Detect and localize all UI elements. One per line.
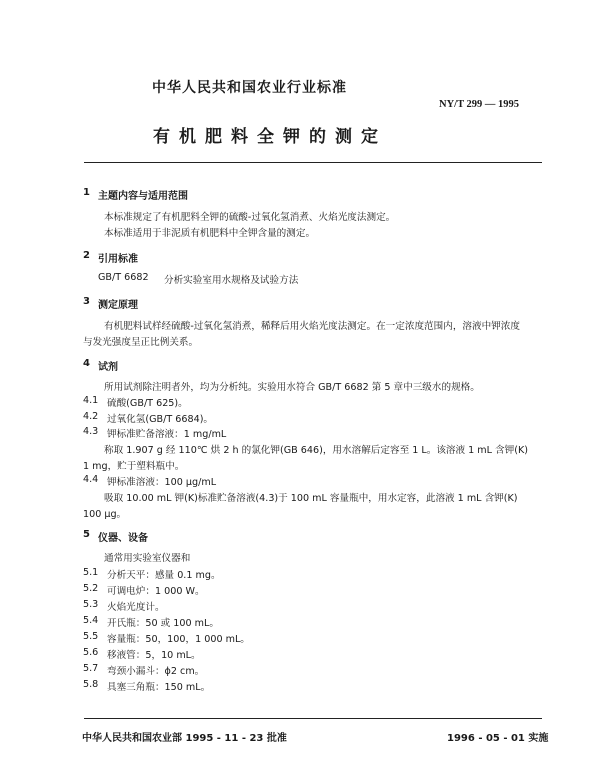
- item-number: 5.7: [83, 663, 99, 674]
- item-text: 弯颈小漏斗：ϕ2 cm。: [107, 666, 205, 677]
- item-text: 具塞三角瓶：150 mL。: [107, 682, 211, 693]
- section-1-title: 主题内容与适用范围: [98, 191, 188, 202]
- item-text: 过氧化氢(GB/T 6684)。: [107, 414, 214, 425]
- item-number: 5.6: [83, 647, 99, 658]
- header-divider: [84, 162, 542, 163]
- item-detail: 1 mg，贮于塑料瓶中。: [83, 461, 185, 472]
- item-number: 5.2: [83, 583, 99, 594]
- item-text: 可调电炉：1 000 W。: [107, 586, 205, 597]
- section-4-number: 4: [83, 358, 90, 369]
- item-text: 分析天平：感量 0.1 mg。: [107, 570, 221, 581]
- section-3-number: 3: [83, 296, 90, 307]
- footer-divider: [84, 718, 542, 719]
- item-number: 4.1: [83, 395, 99, 406]
- item-detail: 吸取 10.00 mL 钾(K)标准贮备溶液(4.3)于 100 mL 容量瓶中，用水定容，此溶液 1 mL 含钾(K): [104, 493, 518, 504]
- item-number: 4.4: [83, 474, 99, 485]
- section-1-paragraph: 本标准规定了有机肥料全钾的硫酸-过氧化氢消煮、火焰光度法测定。: [104, 212, 396, 223]
- section-3-title: 测定原理: [98, 300, 138, 311]
- document-title: 有机肥料全钾的测定: [153, 127, 387, 147]
- section-4-intro: 所用试剂除注明者外，均为分析纯。实验用水符合 GB/T 6682 第 5 章中三级水的规格。: [104, 382, 480, 393]
- approval-line: 中华人民共和国农业部 1995 - 11 - 23 批准: [82, 733, 287, 744]
- section-5-intro: 通常用实验室仪器和: [104, 553, 191, 564]
- item-text: 火焰光度计。: [107, 602, 165, 613]
- section-4-title: 试剂: [98, 362, 118, 373]
- item-text: 硫酸(GB/T 625)。: [107, 398, 188, 409]
- reference-title: 分析实验室用水规格及试验方法: [164, 275, 299, 286]
- item-text: 移液管：5，10 mL。: [107, 650, 201, 661]
- section-3-paragraph: 与发光强度呈正比例关系。: [83, 337, 199, 348]
- standard-number: NY/T 299 — 1995: [439, 99, 520, 110]
- item-number: 5.1: [83, 567, 99, 578]
- item-number: 5.3: [83, 599, 99, 610]
- item-text: 开氏瓶：50 或 100 mL。: [107, 618, 219, 629]
- effective-date: 1996 - 05 - 01 实施: [447, 733, 549, 744]
- section-2-number: 2: [83, 250, 90, 261]
- item-number: 5.8: [83, 679, 99, 690]
- section-1-paragraph: 本标准适用于非泥质有机肥料中全钾含量的测定。: [104, 228, 316, 239]
- item-detail: 100 μg。: [83, 509, 127, 520]
- item-number: 5.4: [83, 615, 99, 626]
- item-detail: 称取 1.907 g 经 110℃ 烘 2 h 的氯化钾(GB 646)，用水溶解后定容至 1 L。该溶液 1 mL 含钾(K): [104, 445, 529, 456]
- section-5-title: 仪器、设备: [98, 533, 148, 544]
- reference-code: GB/T 6682: [98, 272, 149, 283]
- item-number: 4.3: [83, 426, 99, 437]
- org-title: 中华人民共和国农业行业标准: [152, 80, 347, 96]
- item-text: 钾标准贮备溶液：1 mg/mL: [107, 429, 227, 440]
- section-2-title: 引用标准: [98, 254, 138, 265]
- item-number: 4.2: [83, 411, 99, 422]
- section-3-paragraph: 有机肥料试样经硫酸-过氧化氢消煮，稀释后用火焰光度法测定。在一定浓度范围内，溶液中钾浓度: [104, 321, 520, 332]
- section-1-number: 1: [83, 187, 90, 198]
- item-number: 5.5: [83, 631, 99, 642]
- section-5-number: 5: [83, 529, 90, 540]
- item-text: 容量瓶：50，100，1 000 mL。: [107, 634, 250, 645]
- item-text: 钾标准溶液：100 μg/mL: [107, 477, 217, 488]
